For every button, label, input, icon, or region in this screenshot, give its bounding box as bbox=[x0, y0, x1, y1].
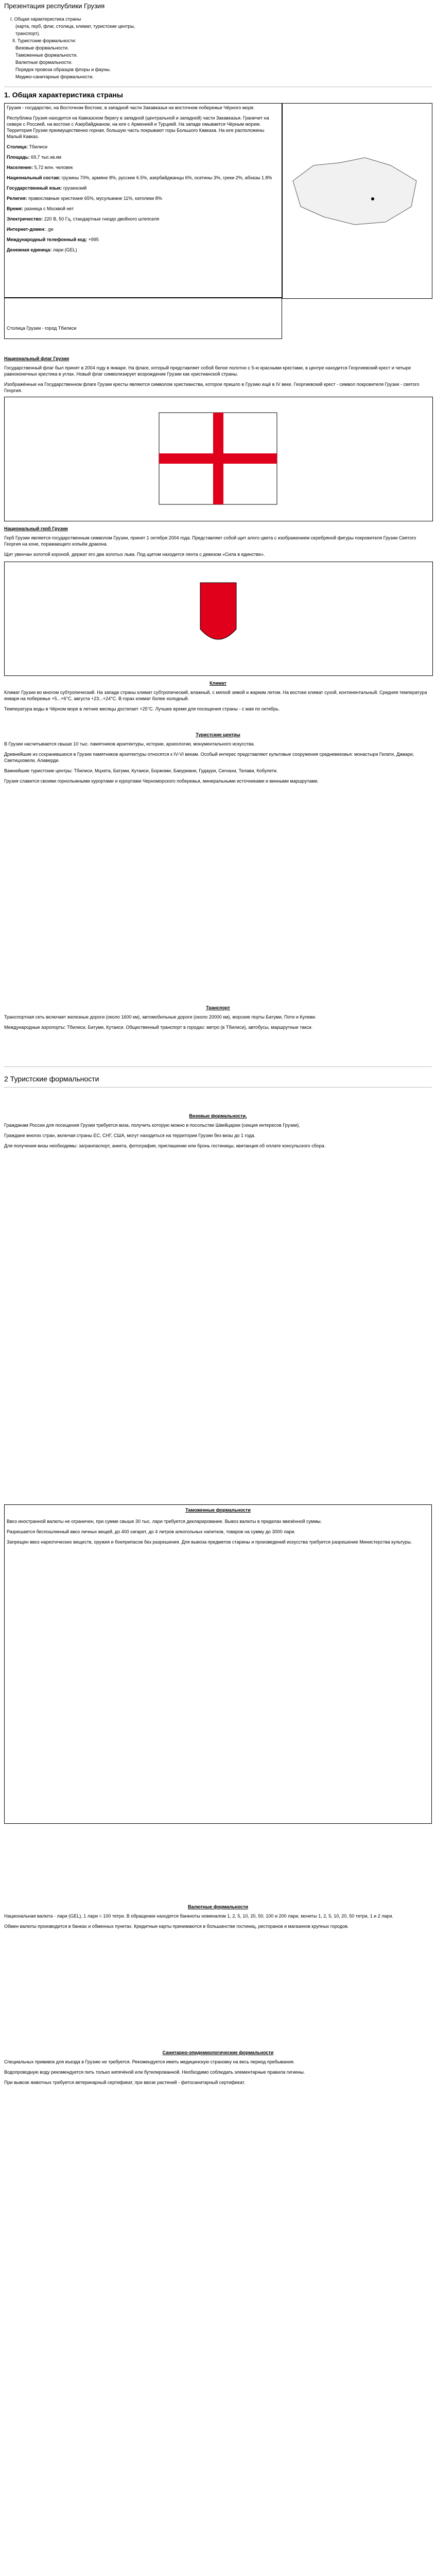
language-label: Государственный язык: bbox=[7, 185, 62, 191]
capital-caption-box bbox=[4, 298, 282, 339]
currency-heading: Валютные формальности bbox=[188, 1904, 248, 1909]
electric-value: 220 В, 50 Гц, стандартные гнездо двойного штепселя bbox=[44, 216, 160, 222]
phone-label: Международный телефонный код: bbox=[7, 237, 88, 242]
language-value: грузинский bbox=[63, 185, 87, 191]
currency-label: Денежная единица: bbox=[7, 247, 52, 252]
transport-section bbox=[4, 1005, 432, 1035]
customs-text: Ввоз иностранной валюты не ограничен, при сумме свыше 30 тыс. лари требуется декларирование. Вывоз валюты в пределах ввезённой суммы. bbox=[7, 1519, 322, 1524]
medical-section bbox=[4, 2049, 432, 2090]
religion-label: Религия: bbox=[7, 196, 27, 201]
map-caption: Столица Грузии - город Тбилиси bbox=[7, 326, 77, 331]
tourist-text-3: Важнейшие туристские центры: Тбилиси, Мцхета, Батуми, Кутаиси, Боржоми, Бакуриани, Гудаури, Сигнахи, Телави, Кобулети. bbox=[4, 768, 278, 773]
visa-heading: Визовые формальности. bbox=[189, 1113, 247, 1118]
flag-text-2: Изображённые на Государственном флаге Грузии кресты являются символом христианства, которое пришло в Грузию ещё в IV веке. Георгиевский крест - символ покровителя Грузии - святого Георгия. bbox=[4, 382, 420, 393]
section-2-heading: 2 Туристские формальности bbox=[4, 1075, 99, 1083]
tourist-text: В Грузии насчитывается свыше 10 тыс. памятников архитектуры, истории, археологии, монументального искусства. bbox=[4, 741, 255, 747]
coat-text: Герб Грузии является государственным символом Грузии, принят 1 октября 2004 года. Представляет собой щит алого цвета с изображением серебряной фигуры покровителя Грузии Святого Георгия на коне, поражающего копьём дракона. bbox=[4, 535, 416, 547]
coat-heading: Национальный герб Грузии bbox=[4, 526, 68, 531]
flag-image bbox=[4, 397, 433, 521]
country-intro: Грузия - государство, на Восточном Востоке, в западной части Закавказья на восточном побережье Чёрного моря. bbox=[7, 105, 255, 110]
toc-item-1[interactable]: I. Общая характеристика страны bbox=[10, 16, 81, 22]
area-value: 69,7 тыс.кв.км bbox=[31, 155, 61, 160]
customs-text-2: Разрешается беспошлинный ввоз личных вещей, до 400 сигарет, до 4 литров алкогольных напитков, товаров на сумму до 3000 лари. bbox=[7, 1529, 295, 1534]
currency-section bbox=[4, 1904, 432, 1934]
medical-text-3: При вывозе животных требуется ветеринарный сертификат, при ввозе растений - фитосанитарный сертификат. bbox=[4, 2080, 246, 2085]
georgia-map-icon bbox=[283, 104, 431, 297]
customs-heading: Таможенные формальности bbox=[185, 1507, 251, 1513]
time-label: Время: bbox=[7, 206, 23, 211]
medical-heading: Санитарно-эпидемиологические формальности bbox=[162, 2050, 274, 2055]
time-value: разница с Москвой нет bbox=[24, 206, 74, 211]
flag-icon bbox=[5, 397, 431, 520]
toc-item-2-4[interactable]: Порядок провоза образцов флоры и фауны. bbox=[15, 67, 111, 72]
tourist-heading: Туристские центры bbox=[196, 732, 240, 737]
medical-text: Специальных прививок для въезда в Грузию не требуется. Рекомендуется иметь медицинскую страховку на весь период пребывания. bbox=[4, 2059, 295, 2064]
country-intro-2: Республика Грузия находится на Кавказском берегу в западной (центральной и западной) части Закавказья. Граничит на севере с Россией, на востоке с Азербайджаном, на юге с Арменией и Турцией. На западе омывается Чёрным морем. Территория Грузии преимущественно горная, большую часть покрывают горы Большого Кавказа. На юге расположены Малый Кавказ. bbox=[7, 115, 269, 139]
population-value: 5,72 млн. человек bbox=[34, 165, 73, 170]
climate-text-2: Температура воды в Чёрном море в летние месяцы достигает +25°С. Лучшее время для посещения страны - с мая по октябрь. bbox=[4, 706, 280, 711]
toc-item-2-1[interactable]: Визовые формальности. bbox=[15, 45, 69, 50]
divider bbox=[4, 1087, 432, 1088]
visa-text-3: Для получения визы необходимы: загранпаспорт, анкета, фотография, приглашение или бронь гостиницы, квитанция об оплате консульского сбора. bbox=[4, 1143, 326, 1148]
climate-heading: Климат bbox=[210, 681, 226, 686]
coat-text-2: Щит увенчан золотой короной, держат его два золотых льва. Под щитом находится лента с девизом «Сила в единстве». bbox=[4, 552, 265, 557]
map-image bbox=[282, 103, 432, 299]
transport-text: Транспортная сеть включает железные дороги (около 1600 км), автомобильные дороги (около 20000 км), морские порты Батуми, Поти и Кулеви. bbox=[4, 1014, 317, 1020]
coat-section bbox=[4, 526, 432, 562]
toc-item-1-sub: (карта, герб, флаг, столица, климат, туристские центры, транспорт). bbox=[15, 24, 135, 36]
flag-heading: Национальный флаг Грузии bbox=[4, 356, 69, 361]
toc-item-2-2[interactable]: Таможенные формальности. bbox=[15, 53, 78, 58]
electric-label: Электричество: bbox=[7, 216, 43, 222]
flag-section bbox=[4, 355, 432, 398]
customs-box bbox=[4, 1504, 432, 1824]
toc-item-2-3[interactable]: Валютные формальности. bbox=[15, 60, 73, 65]
ethnic-value: грузины 70%, армяне 8%, русские 6.5%, азербайджанцы 6%, осетины 3%, греки 2%, абхазы 1.8% bbox=[61, 175, 272, 180]
customs-text-3: Запрещен ввоз наркотических веществ, оружия и боеприпасов без разрешения. Для вывоза предметов старины и произведений искусства требуется разрешение Министерства культуры. bbox=[7, 1539, 412, 1545]
climate-text: Климат Грузии во многом субтропический. На западе страны климат субтропический, влажный, с мягкой зимой и жарким летом. На востоке климат сухой, континентальный. Средняя температура января на побережье +5...+6°С, августа +23...+24°С. В горах климат более холодный. bbox=[4, 690, 427, 701]
table-of-contents bbox=[5, 15, 160, 80]
section-1-heading: 1. Общая характеристика страны bbox=[4, 91, 123, 99]
domain-value: .ge bbox=[47, 227, 54, 232]
ethnic-label: Национальный состав: bbox=[7, 175, 61, 180]
coat-image bbox=[4, 562, 433, 676]
country-info-box bbox=[4, 103, 282, 298]
visa-section bbox=[4, 1113, 432, 1153]
capital-value: Тбилиси bbox=[29, 144, 47, 149]
religion-value: православные христиане 65%, мусульмане 11%, католики 8% bbox=[28, 196, 162, 201]
currency-value: лари (GEL) bbox=[53, 247, 77, 252]
divider bbox=[4, 1066, 432, 1067]
toc-item-2-5[interactable]: Медико-санитарные формальности. bbox=[15, 74, 94, 79]
visa-text-2: Граждане многих стран, включая страны ЕС, СНГ, США, могут находиться на территории Грузии без визы до 1 года. bbox=[4, 1133, 256, 1138]
document-title: Презентация республики Грузия bbox=[4, 2, 105, 10]
tourist-text-4: Грузия славится своими горнолыжными курортами и курортами Черноморского побережья, минеральными источниками и винными маршрутами. bbox=[4, 778, 319, 784]
flag-text: Государственный флаг был принят в 2004 году в январе. На флаге, который представляет собой белое полотно с 5-ю красными крестами, в центре находится Георгиевский крест и четыре равноконечных крестика в углах. Новый флаг символизирует возрождение Грузии как христианской страны. bbox=[4, 365, 411, 377]
currency-text: Национальная валюта - лари (GEL), 1 лари = 100 тетри. В обращении находятся банкноты номиналом 1, 2, 5, 10, 20, 50, 100 и 200 лари, монеты 1, 2, 5, 10, 20, 50 тетри, 1 и 2 лари. bbox=[4, 1913, 394, 1919]
tourist-section bbox=[4, 732, 432, 788]
capital-label: Столица: bbox=[7, 144, 28, 149]
visa-text: Гражданам России для посещения Грузии требуется виза, получить которую можно в посольстве Швейцарии (секция интересов Грузии). bbox=[4, 1123, 300, 1128]
area-label: Площадь: bbox=[7, 155, 30, 160]
tourist-text-2: Древнейшие из сохранившихся в Грузии памятников архитектуры относятся к IV-VI векам. Особый интерес представляют культовые сооружения средневековья: монастыри Гелати, Джвари, Светицховели, Алаверди. bbox=[4, 752, 414, 763]
currency-text-2: Обмен валюты производится в банках и обменных пунктах. Кредитные карты принимаются в большинстве гостиниц, ресторанов и магазинов крупных городов. bbox=[4, 1924, 349, 1929]
climate-section bbox=[4, 680, 432, 716]
domain-label: Интернет-домен: bbox=[7, 227, 46, 232]
transport-text-2: Международные аэропорты: Тбилиси, Батуми, Кутаиси. Общественный транспорт в городах: метро (в Тбилиси), автобусы, маршрутные такси. bbox=[4, 1025, 313, 1030]
medical-text-2: Водопроводную воду рекомендуется пить только кипячёной или бутилированной. Необходимо соблюдать элементарные правила гигиены. bbox=[4, 2070, 305, 2075]
coat-of-arms-icon bbox=[5, 562, 431, 674]
phone-value: +995 bbox=[88, 237, 99, 242]
population-label: Население: bbox=[7, 165, 33, 170]
toc-item-2[interactable]: II. Туристские формальности: bbox=[12, 38, 76, 43]
transport-heading: Транспорт bbox=[206, 1005, 230, 1010]
